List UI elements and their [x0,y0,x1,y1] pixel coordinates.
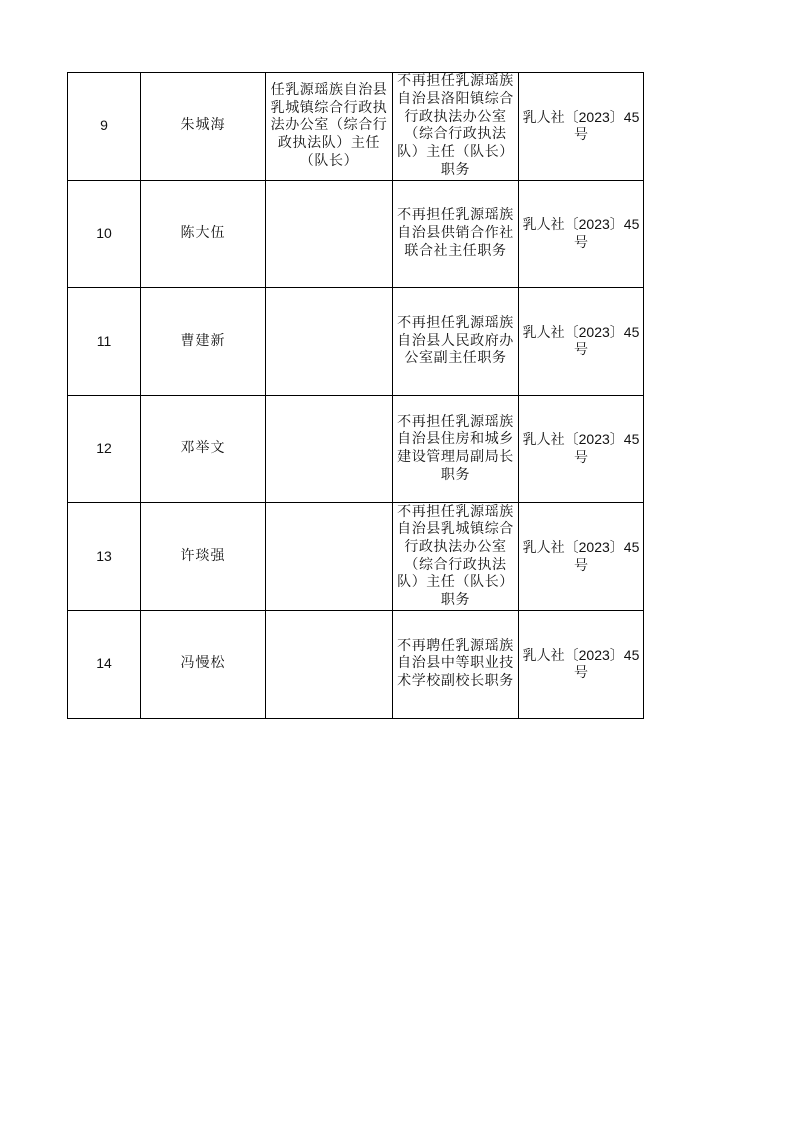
row-number-cell: 10 [68,180,141,288]
row-number-cell: 14 [68,610,141,718]
row-number-cell: 11 [68,288,141,396]
removal-cell: 不再担任乳源瑶族自治县洛阳镇综合行政执法办公室（综合行政执法队）主任（队长）职务 [393,73,519,181]
name-cell: 冯慢松 [141,610,266,718]
name-cell: 许琰强 [141,503,266,611]
document-number-cell: 乳人社〔2023〕45号 [519,395,644,503]
table-row [68,395,644,503]
table-row [68,288,644,396]
appointment-cell [266,503,393,611]
name-cell: 邓举文 [141,395,266,503]
table-row [68,73,644,181]
document-number-cell: 乳人社〔2023〕45号 [519,73,644,181]
row-number-cell: 13 [68,503,141,611]
document-number-cell: 乳人社〔2023〕45号 [519,288,644,396]
appointment-cell [266,288,393,396]
table-row [68,180,644,288]
removal-cell: 不再担任乳源瑶族自治县人民政府办公室副主任职务 [393,288,519,396]
removal-cell: 不再担任乳源瑶族自治县供销合作社联合社主任职务 [393,180,519,288]
appointment-cell [266,180,393,288]
row-number-cell: 12 [68,395,141,503]
document-number-cell: 乳人社〔2023〕45号 [519,180,644,288]
removal-cell: 不再担任乳源瑶族自治县住房和城乡建设管理局副局长职务 [393,395,519,503]
removal-cell: 不再担任乳源瑶族自治县乳城镇综合行政执法办公室（综合行政执法队）主任（队长）职务 [393,503,519,611]
name-cell: 朱城海 [141,73,266,181]
name-cell: 陈大伍 [141,180,266,288]
appointment-cell: 任乳源瑶族自治县乳城镇综合行政执法办公室（综合行政执法队）主任（队长） [266,73,393,181]
appointment-cell [266,610,393,718]
table-row [68,610,644,718]
table-row [68,503,644,611]
document-number-cell: 乳人社〔2023〕45号 [519,610,644,718]
row-number-cell: 9 [68,73,141,181]
removal-cell: 不再聘任乳源瑶族自治县中等职业技术学校副校长职务 [393,610,519,718]
appointment-removal-table [67,72,644,719]
document-number-cell: 乳人社〔2023〕45号 [519,503,644,611]
name-cell: 曹建新 [141,288,266,396]
appointment-cell [266,395,393,503]
